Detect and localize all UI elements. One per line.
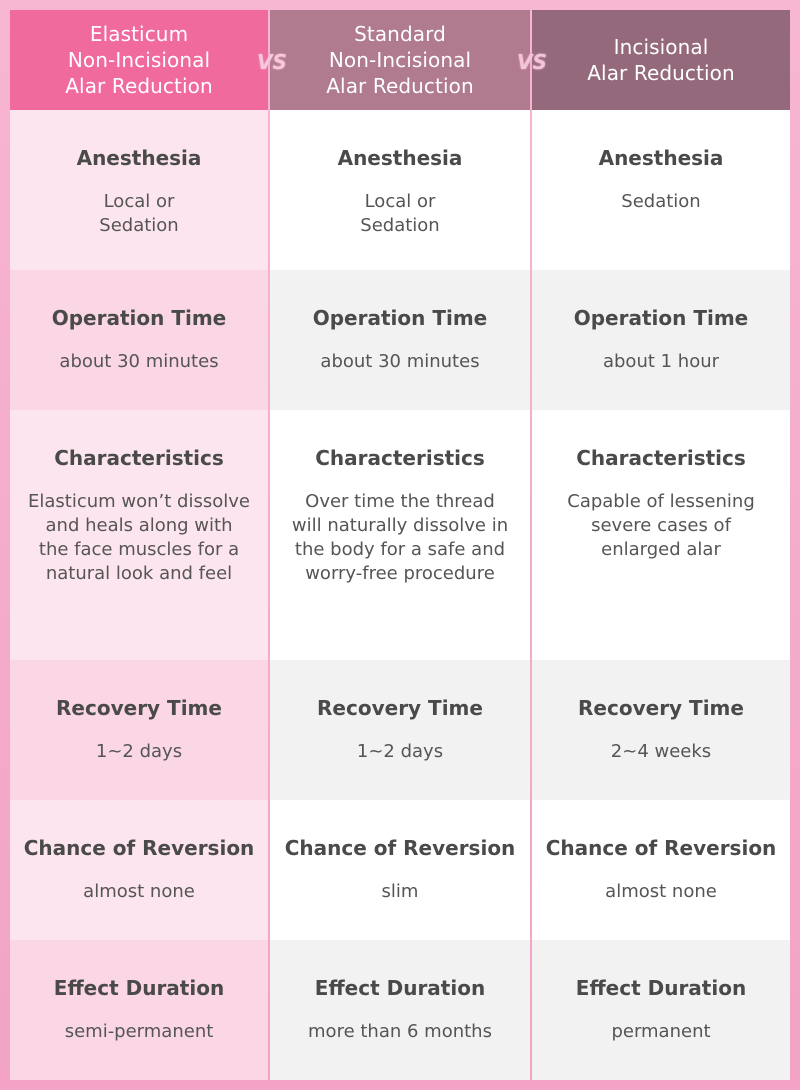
row-label: Characteristics (54, 446, 224, 470)
row-value: semi-permanent (64, 1021, 214, 1042)
row-value: 2~4 weeks (610, 741, 712, 762)
row-value: about 30 minutes (320, 351, 480, 372)
vs-badge: VS (257, 50, 287, 74)
row-label: Effect Duration (575, 976, 747, 1000)
column-incisional (532, 10, 790, 1080)
row-value: Capable of lessening severe cases of enlarged alar (567, 491, 755, 560)
row-label: Effect Duration (53, 976, 225, 1000)
cell-operation-time (532, 270, 790, 410)
row-value: almost none (605, 881, 717, 902)
column-header-elasticum: Elasticum Non-Incisional Alar Reduction (10, 10, 268, 110)
row-value: Elasticum won’t dissolve and heals along with the face muscles for a natural look and feel (28, 491, 250, 584)
comparison-table (10, 10, 790, 1080)
cell-chance-of-reversion (270, 800, 530, 940)
cell-recovery-time (270, 660, 530, 800)
column-elasticum (10, 10, 268, 1080)
cell-chance-of-reversion (10, 800, 268, 940)
row-value: Sedation (621, 191, 701, 212)
row-value: permanent (611, 1021, 711, 1042)
cell-characteristics (532, 410, 790, 660)
row-label: Anesthesia (598, 146, 724, 170)
row-label: Operation Time (312, 306, 488, 330)
column-standard (270, 10, 530, 1080)
row-label: Recovery Time (317, 696, 483, 720)
cell-anesthesia (532, 110, 790, 270)
row-label: Recovery Time (578, 696, 744, 720)
row-value: about 30 minutes (59, 351, 219, 372)
cell-characteristics (10, 410, 268, 660)
row-label: Effect Duration (314, 976, 486, 1000)
row-value: Local or Sedation (99, 191, 179, 236)
row-label: Anesthesia (76, 146, 202, 170)
row-value: more than 6 months (308, 1021, 492, 1042)
row-value: almost none (83, 881, 195, 902)
row-label: Chance of Reversion (545, 836, 777, 860)
row-label: Characteristics (315, 446, 485, 470)
cell-anesthesia (270, 110, 530, 270)
cell-effect-duration (10, 940, 268, 1080)
cell-effect-duration (270, 940, 530, 1080)
row-label: Recovery Time (56, 696, 222, 720)
row-value: 1~2 days (95, 741, 183, 762)
cell-effect-duration (532, 940, 790, 1080)
row-label: Operation Time (573, 306, 749, 330)
vs-badge: VS (517, 50, 547, 74)
row-value: 1~2 days (356, 741, 444, 762)
row-value: Local or Sedation (360, 191, 440, 236)
row-value: about 1 hour (602, 351, 720, 372)
row-label: Characteristics (576, 446, 746, 470)
row-label: Chance of Reversion (23, 836, 255, 860)
column-header-incisional: Incisional Alar Reduction (532, 10, 790, 110)
row-value: Over time the thread will naturally dissolve in the body for a safe and worry-free procedure (291, 491, 509, 584)
column-header-standard: Standard Non-Incisional Alar Reduction (270, 10, 530, 110)
cell-operation-time (270, 270, 530, 410)
row-label: Anesthesia (337, 146, 463, 170)
row-label: Operation Time (51, 306, 227, 330)
cell-recovery-time (532, 660, 790, 800)
row-label: Chance of Reversion (284, 836, 516, 860)
row-value: slim (381, 881, 419, 902)
cell-recovery-time (10, 660, 268, 800)
cell-anesthesia (10, 110, 268, 270)
cell-operation-time (10, 270, 268, 410)
cell-characteristics (270, 410, 530, 660)
cell-chance-of-reversion (532, 800, 790, 940)
